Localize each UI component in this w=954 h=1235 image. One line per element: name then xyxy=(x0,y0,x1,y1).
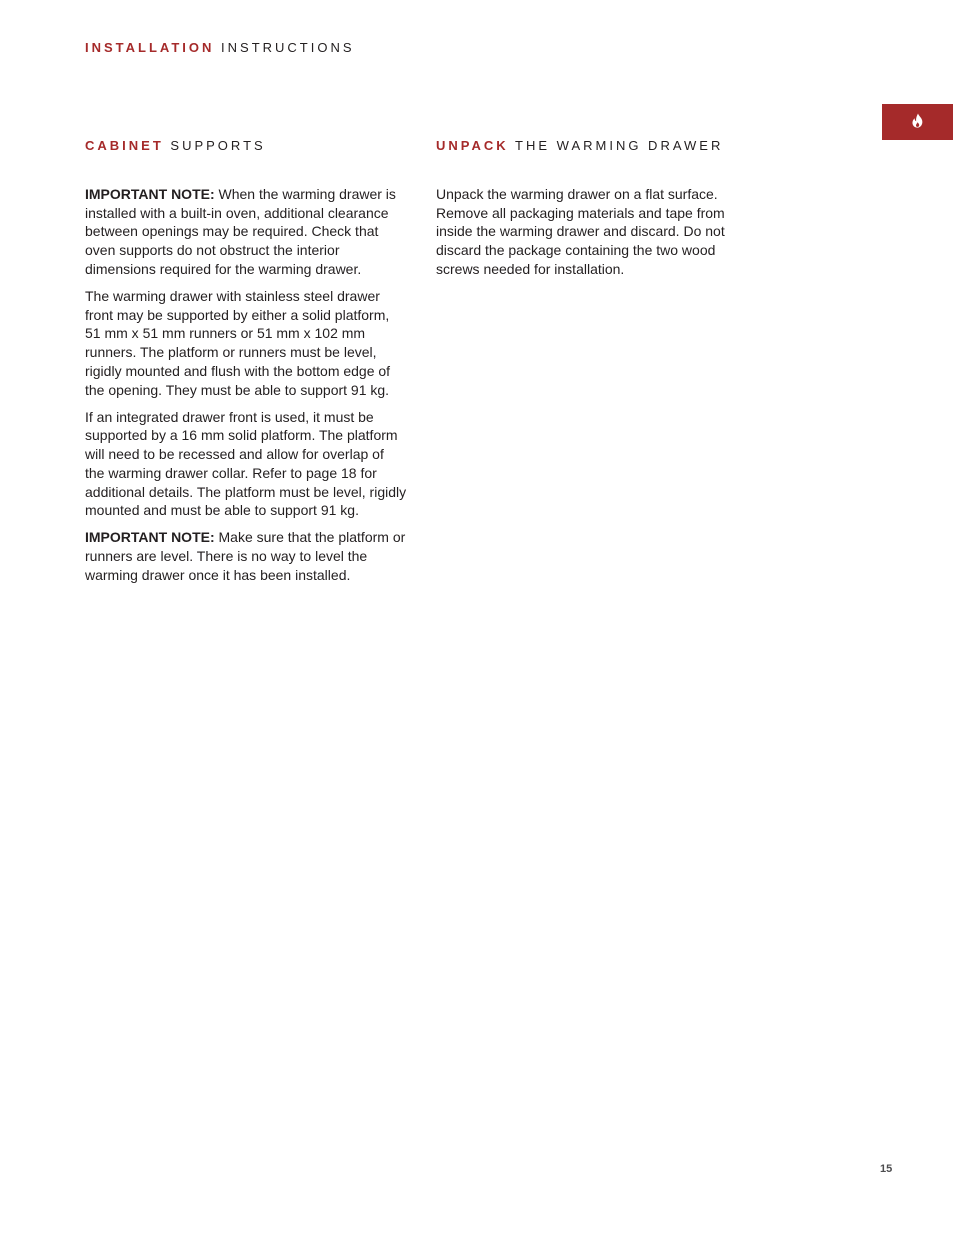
level-note-text: Make sure that the platform or runners are level. There is no way to level the warming drawer once it has been installed. xyxy=(85,529,406,583)
page-number: 15 xyxy=(880,1163,893,1175)
header-accent: INSTALLATION xyxy=(85,40,215,55)
stainless-support-paragraph: The warming drawer with stainless steel drawer front may be supported by either a solid platform, 51 mm x 51 mm runners or 51 mm x 102 mm runners. The platform or runners must be level, rigidly mounted and flush with the bottom edge of the opening. They must be able to support 91 kg. xyxy=(85,288,391,398)
unpack-heading-accent: UNPACK xyxy=(436,138,509,153)
cabinet-heading-rest: SUPPORTS xyxy=(170,138,266,153)
header-rest: INSTRUCTIONS xyxy=(221,40,355,55)
important-note-label: IMPORTANT NOTE: xyxy=(85,186,215,202)
level-note-label: IMPORTANT NOTE: xyxy=(85,529,215,546)
flame-icon xyxy=(911,113,924,129)
integrated-front-paragraph: If an integrated drawer front is used, it must be supported by a 16 mm solid platform. The platform will need to be recessed and allow for overlap of the warming drawer collar. Refer to page 18 for additional details. The platform must be level, rigidly mounted and must be able to support 91 kg. xyxy=(85,408,407,519)
unpack-paragraph: Unpack the warming drawer on a flat surface. Remove all packaging materials and tape from inside the warming drawer and discard. Do not discard the package containing the two wood screws needed for installation. xyxy=(436,186,725,277)
section-tab xyxy=(882,104,953,140)
cabinet-supports-heading xyxy=(85,138,407,153)
unpack-body xyxy=(436,185,758,287)
running-header xyxy=(85,40,355,55)
unpack-heading xyxy=(436,138,758,153)
cabinet-supports-body xyxy=(85,185,407,593)
important-note-text: When the warming drawer is installed with a built-in oven, additional clearance between openings may be required. Check that oven supports do not obstruct the interior dimensions required for the warming drawer. xyxy=(85,186,396,277)
important-note-paragraph xyxy=(85,185,407,279)
level-note-paragraph xyxy=(85,528,407,584)
cabinet-heading-accent: CABINET xyxy=(85,138,164,153)
unpack-heading-rest: THE WARMING DRAWER xyxy=(515,138,724,153)
